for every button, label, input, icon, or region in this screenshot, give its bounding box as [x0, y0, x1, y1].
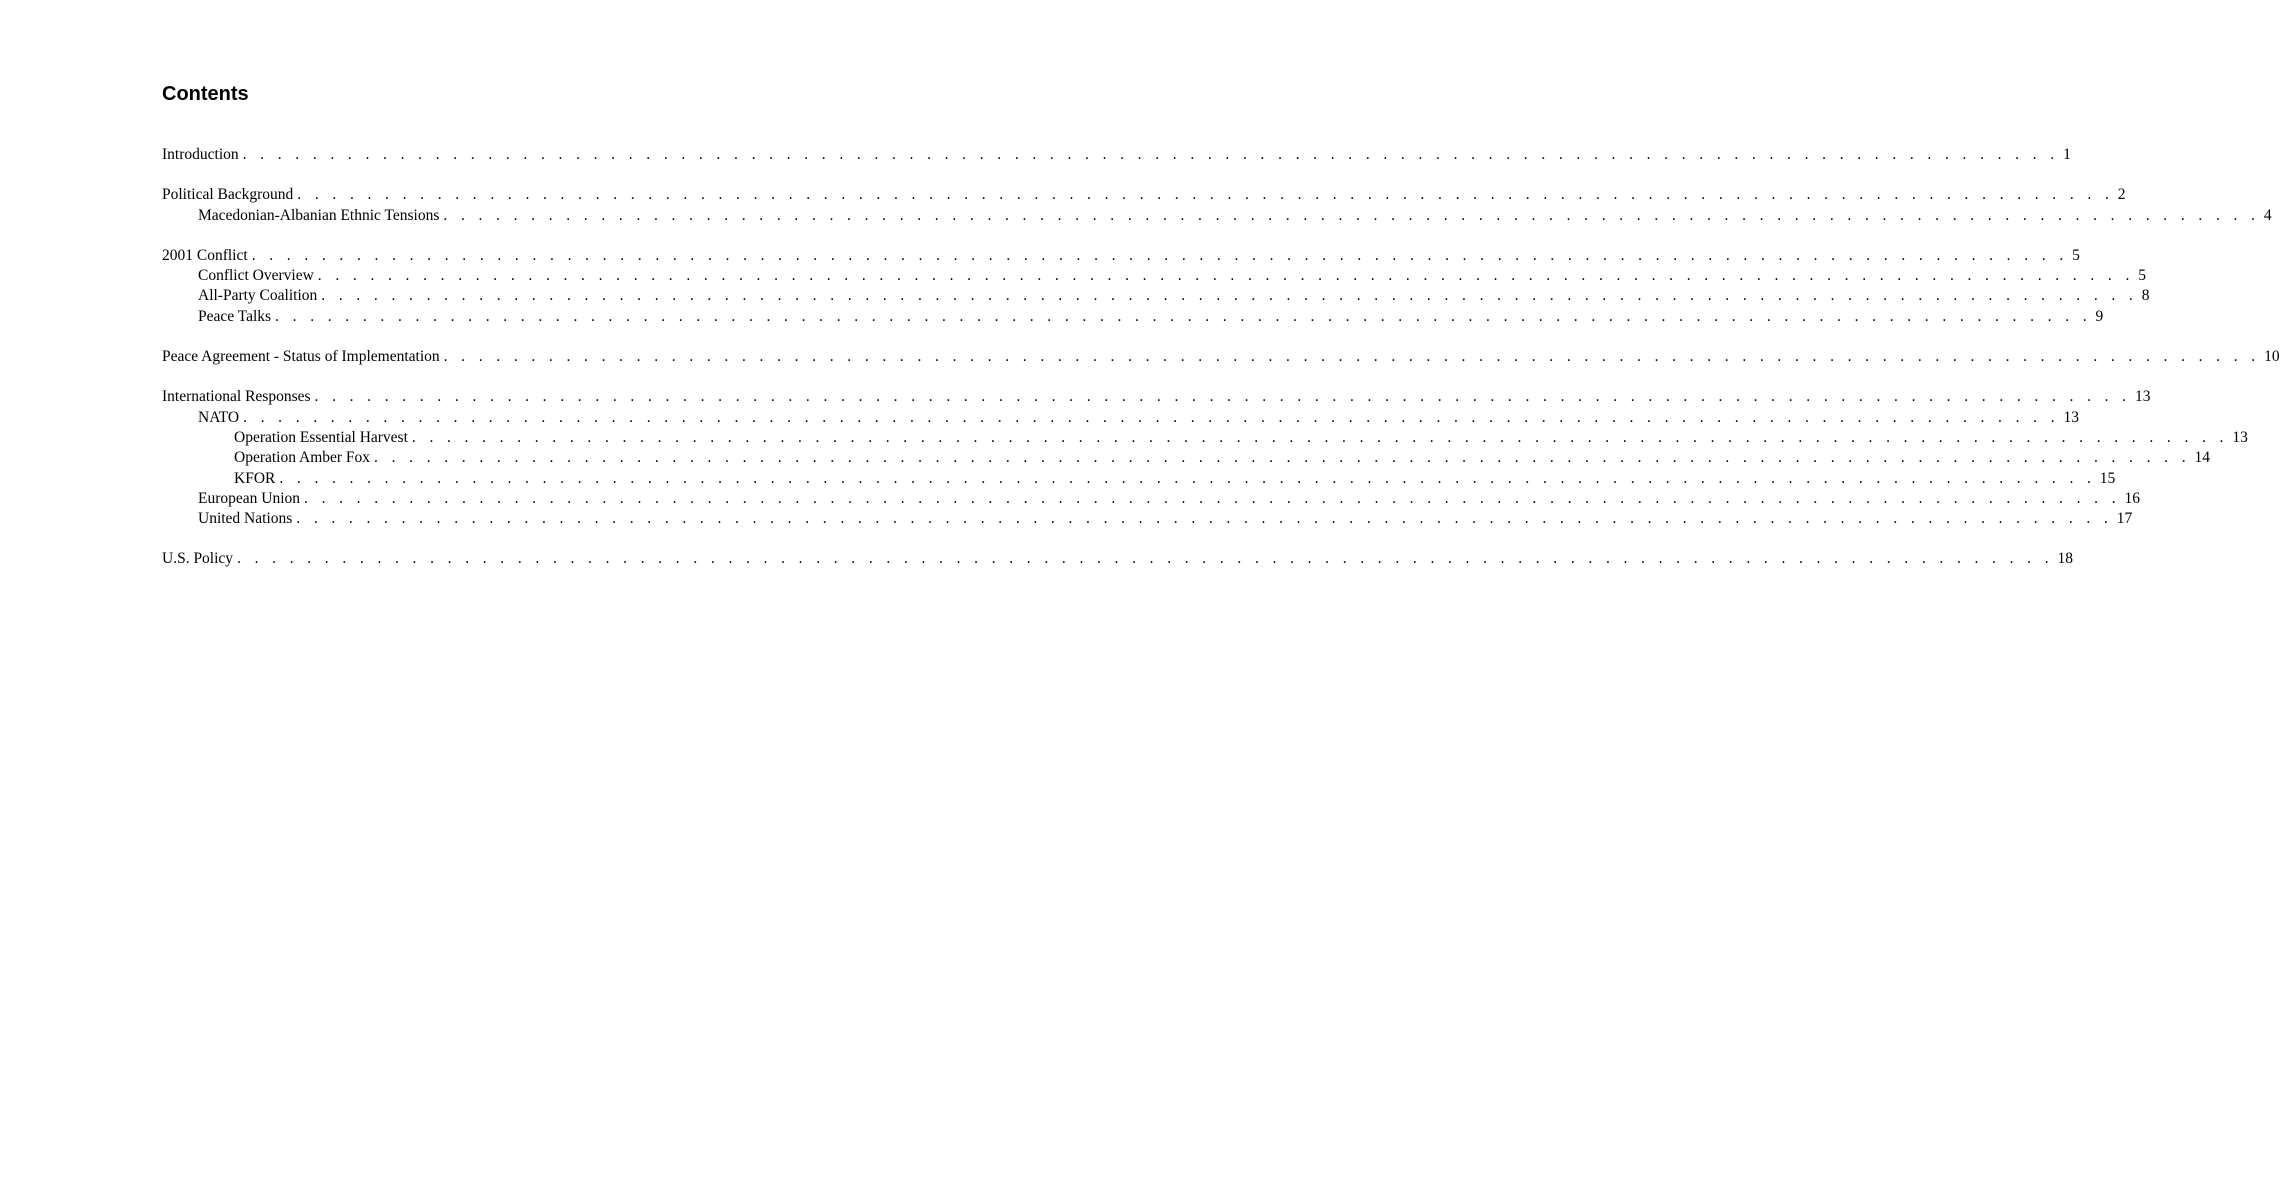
toc-dot-leader: . . . . . . . . . . . . . . . . . . . . . . . . . . . . . . . . . . . . . . . . . . . . . . . . . . . . . . . . . . . . . . . . . . . . . . . . . . . . . . . . . . . . . . . . . . . . . . . . . . . . . . . .	[297, 186, 2114, 204]
toc-page-number: 13	[2063, 408, 2079, 426]
toc-entry-all-party-coalition[interactable]	[162, 286, 2150, 306]
toc-group-introduction	[162, 145, 2071, 165]
toc-entry-label: Introduction	[162, 146, 239, 163]
toc-entry-peace-agreement[interactable]	[162, 347, 2280, 367]
toc-page-number: 15	[2099, 469, 2116, 487]
toc-entry-ethnic-tensions[interactable]	[162, 206, 2272, 226]
toc-dot-leader: . . . . . . . . . . . . . . . . . . . . . . . . . . . . . . . . . . . . . . . . . . . . . . . . . . . . . . . . . . . . . . . . . . . . . . . . . . . . . . . . . . . . . . . . . . . . . . . . . . . . . . . .	[237, 550, 2054, 568]
toc-page-number: 5	[2138, 267, 2146, 285]
toc-group-us-policy	[162, 549, 2073, 569]
toc-page-number: 9	[2095, 307, 2104, 325]
toc-entry-2001-conflict[interactable]	[162, 246, 2080, 266]
toc-dot-leader: . . . . . . . . . . . . . . . . . . . . . . . . . . . . . . . . . . . . . . . . . . . . . . . . . . . . . . . . . . . . . . . . . . . . . . . . . . . . . . . . . . . . . . . . . . . . . . . . . . . . . . . .	[321, 287, 2138, 305]
toc-entry-label: Peace Agreement - Status of Implementation	[162, 348, 440, 366]
toc-group-2001-conflict	[162, 246, 2150, 327]
toc-dot-leader: . . . . . . . . . . . . . . . . . . . . . . . . . . . . . . . . . . . . . . . . . . . . . . . . . . . . . . . . . . . . . . . . . . . . . . . . . . . . . . . . . . . . . . . . . . . . . . . . . . . . . . . .	[314, 388, 2131, 406]
toc-entry-european-union[interactable]	[162, 489, 2140, 509]
toc-entry-label: NATO	[198, 408, 240, 426]
toc-page-number: 13	[2232, 428, 2248, 446]
toc-dot-leader: . . . . . . . . . . . . . . . . . . . . . . . . . . . . . . . . . . . . . . . . . . . . . . . . . . . . . . . . . . . . . . . . . . . . . . . . . . . . . . . . . . . . . . . . . . . . . . . . . . . . . . . .	[411, 428, 2229, 446]
toc-group-political-background	[162, 185, 2272, 226]
toc-entry-label: All-Party Coalition	[198, 287, 318, 305]
toc-entry-conflict-overview[interactable]	[162, 266, 2146, 286]
toc-entry-label: Peace Talks	[198, 307, 272, 325]
toc-group-peace-agreement	[162, 347, 2280, 367]
toc-dot-leader: . . . . . . . . . . . . . . . . . . . . . . . . . . . . . . . . . . . . . . . . . . . . . . . . . . . . . . . . . . . . . . . . . . . . . . . . . . . . . . . . . . . . . . . . . . . . . . . . . . . . . . . .	[374, 449, 2191, 467]
page-title: Contents	[162, 83, 249, 105]
toc-entry-operation-essential-harvest[interactable]	[162, 428, 2248, 448]
table-of-contents	[162, 145, 2280, 590]
toc-entry-us-policy[interactable]	[162, 549, 2073, 569]
toc-page-number: 17	[2116, 510, 2133, 528]
toc-entry-nato[interactable]	[162, 408, 2079, 428]
toc-page-number: 4	[2263, 206, 2272, 224]
toc-entry-label: KFOR	[234, 469, 276, 487]
toc-page-number: 1	[2063, 146, 2071, 163]
toc-entry-label: 2001 Conflict	[162, 246, 248, 264]
toc-entry-united-nations[interactable]	[162, 509, 2133, 529]
toc-page-number: 2	[2117, 186, 2126, 204]
toc-page-number: 16	[2124, 489, 2140, 507]
toc-dot-leader: . . . . . . . . . . . . . . . . . . . . . . . . . . . . . . . . . . . . . . . . . . . . . . . . . . . . . . . . . . . . . . . . . . . . . . . . . . . . . . . . . . . . . . . . . . . . . . . . . . . . . . . .	[251, 246, 2069, 264]
toc-dot-leader: . . . . . . . . . . . . . . . . . . . . . . . . . . . . . . . . . . . . . . . . . . . . . . . . . . . . . . . . . . . . . . . . . . . . . . . . . . . . . . . . . . . . . . . . . . . . . . . . . . . . . . . .	[242, 146, 2060, 163]
toc-entry-international-responses[interactable]	[162, 387, 2151, 407]
toc-page-number: 8	[2141, 287, 2150, 305]
toc-dot-leader: . . . . . . . . . . . . . . . . . . . . . . . . . . . . . . . . . . . . . . . . . . . . . . . . . . . . . . . . . . . . . . . . . . . . . . . . . . . . . . . . . . . . . . . . . . . . . . . . . . . . . . . .	[443, 206, 2260, 224]
toc-group-international-responses	[162, 387, 2248, 529]
toc-entry-label: Macedonian-Albanian Ethnic Tensions	[198, 206, 440, 224]
toc-dot-leader: . . . . . . . . . . . . . . . . . . . . . . . . . . . . . . . . . . . . . . . . . . . . . . . . . . . . . . . . . . . . . . . . . . . . . . . . . . . . . . . . . . . . . . . . . . . . . . . . . . . . . . . .	[304, 489, 2121, 507]
toc-entry-operation-amber-fox[interactable]	[162, 448, 2210, 468]
toc-page-number: 5	[2072, 246, 2080, 264]
toc-page-number: 18	[2057, 550, 2073, 568]
toc-entry-kfor[interactable]	[162, 469, 2116, 489]
toc-entry-political-background[interactable]	[162, 185, 2126, 205]
toc-dot-leader: . . . . . . . . . . . . . . . . . . . . . . . . . . . . . . . . . . . . . . . . . . . . . . . . . . . . . . . . . . . . . . . . . . . . . . . . . . . . . . . . . . . . . . . . . . . . . . . . . . . . . . . .	[279, 469, 2096, 487]
toc-entry-label: U.S. Policy	[162, 550, 234, 568]
toc-dot-leader: . . . . . . . . . . . . . . . . . . . . . . . . . . . . . . . . . . . . . . . . . . . . . . . . . . . . . . . . . . . . . . . . . . . . . . . . . . . . . . . . . . . . . . . . . . . . . . . . . . . . . . . .	[317, 267, 2135, 285]
toc-entry-label: Political Background	[162, 186, 294, 204]
toc-entry-label: European Union	[198, 489, 301, 507]
toc-page-number: 14	[2194, 449, 2210, 467]
toc-entry-peace-talks[interactable]	[162, 307, 2104, 327]
toc-entry-introduction[interactable]	[162, 145, 2071, 165]
toc-dot-leader: . . . . . . . . . . . . . . . . . . . . . . . . . . . . . . . . . . . . . . . . . . . . . . . . . . . . . . . . . . . . . . . . . . . . . . . . . . . . . . . . . . . . . . . . . . . . . . . . . . . . . . . .	[275, 307, 2092, 325]
toc-dot-leader: . . . . . . . . . . . . . . . . . . . . . . . . . . . . . . . . . . . . . . . . . . . . . . . . . . . . . . . . . . . . . . . . . . . . . . . . . . . . . . . . . . . . . . . . . . . . . . . . . . . . . . . .	[243, 408, 2060, 426]
toc-entry-label: Operation Amber Fox	[234, 449, 371, 467]
toc-entry-label: International Responses	[162, 388, 311, 406]
toc-dot-leader: . . . . . . . . . . . . . . . . . . . . . . . . . . . . . . . . . . . . . . . . . . . . . . . . . . . . . . . . . . . . . . . . . . . . . . . . . . . . . . . . . . . . . . . . . . . . . . . . . . . . . . . .	[443, 348, 2261, 366]
toc-page-number: 10	[2264, 348, 2280, 366]
toc-entry-label: Operation Essential Harvest	[234, 428, 408, 446]
toc-page-number: 13	[2134, 388, 2151, 406]
toc-dot-leader: . . . . . . . . . . . . . . . . . . . . . . . . . . . . . . . . . . . . . . . . . . . . . . . . . . . . . . . . . . . . . . . . . . . . . . . . . . . . . . . . . . . . . . . . . . . . . . . . . . . . . . . .	[296, 510, 2113, 528]
toc-entry-label: United Nations	[198, 510, 293, 528]
toc-entry-label: Conflict Overview	[198, 267, 314, 285]
